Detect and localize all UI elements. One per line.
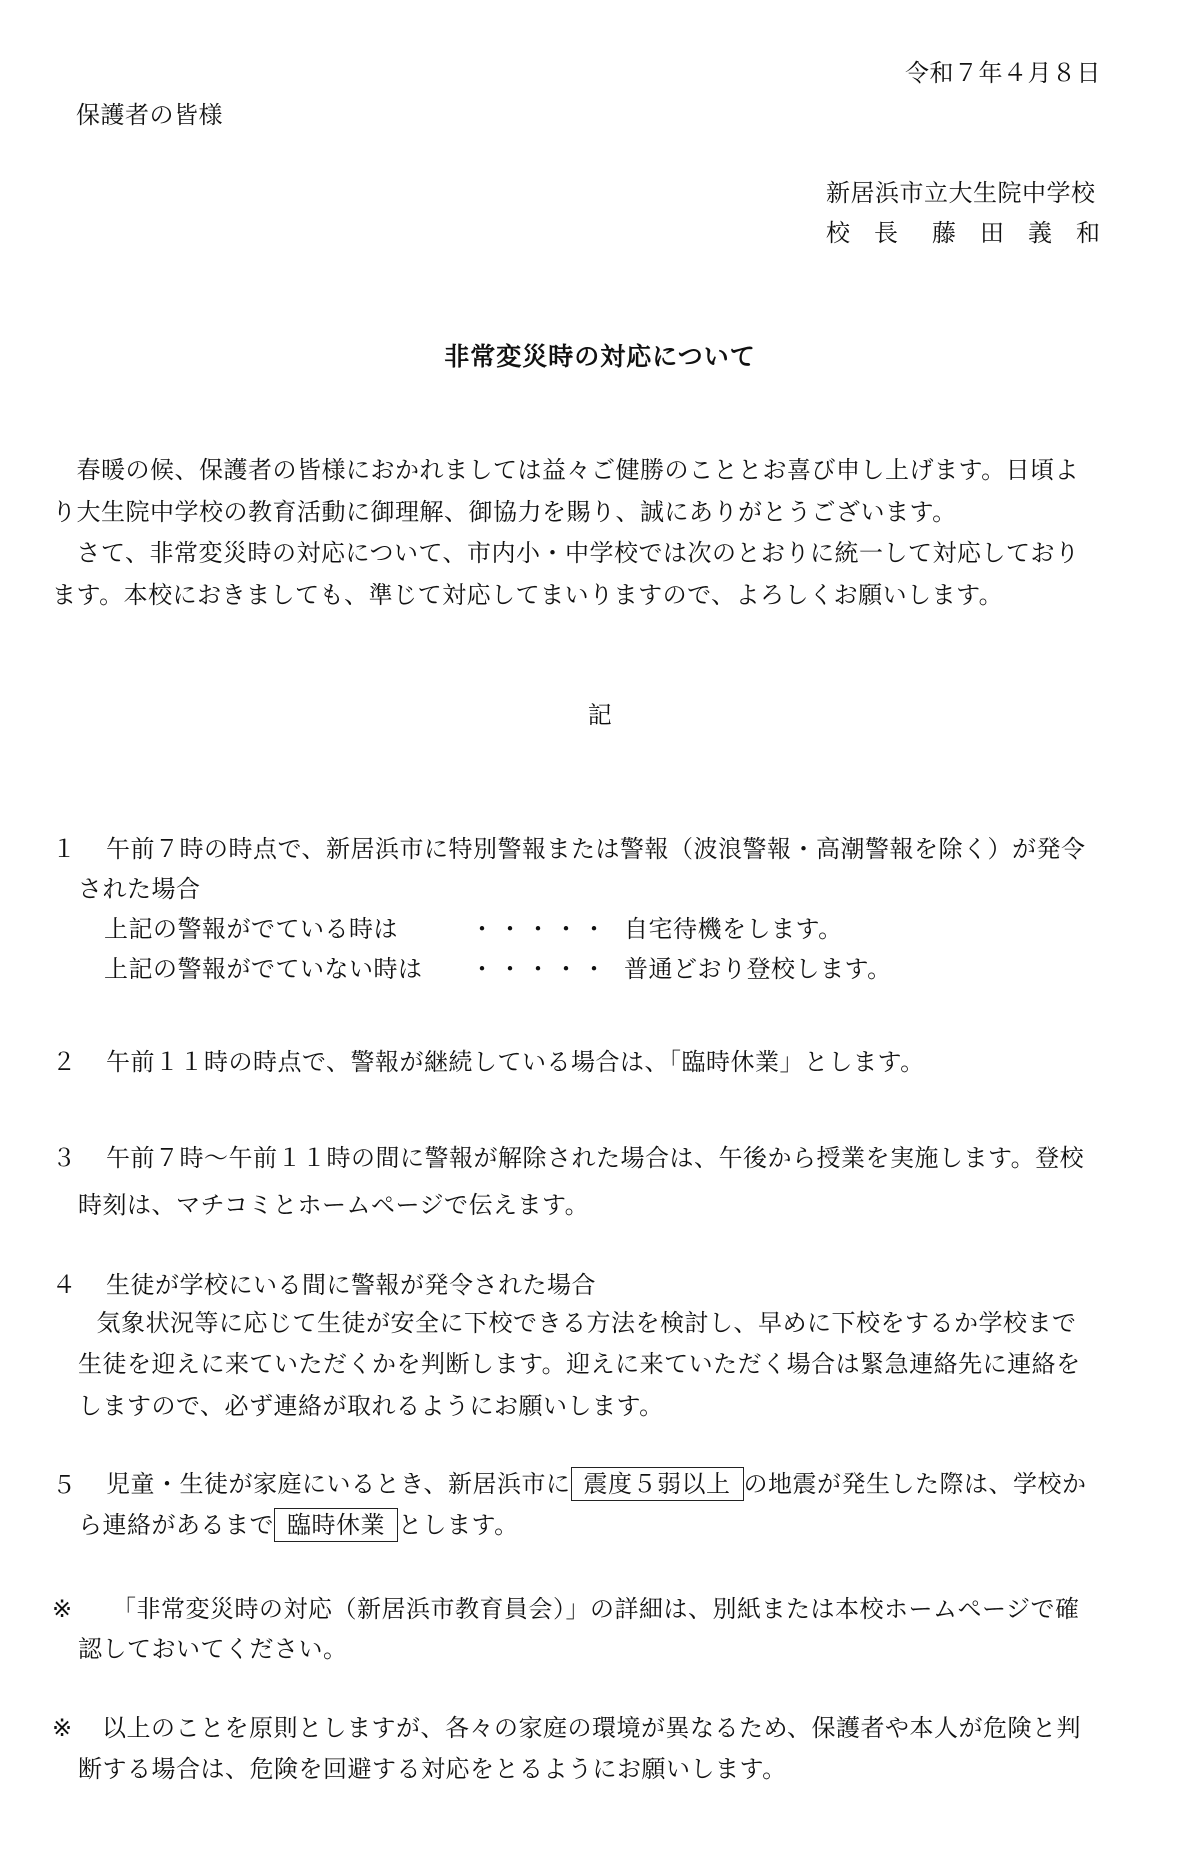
item-4-line-4: しますので、必ず連絡が取れるようにお願いします。 bbox=[78, 1392, 664, 1420]
ki-heading: 記 bbox=[587, 701, 613, 729]
school-name: 新居浜市立大生院中学校 bbox=[826, 179, 1096, 207]
addressee: 保護者の皆様 bbox=[76, 101, 223, 129]
item-1-row-1-action: 自宅待機をします。 bbox=[624, 915, 843, 943]
principal-name: 藤 田 義 和 bbox=[932, 219, 1100, 247]
item-1-row-1-condition: 上記の警報がでている時は bbox=[104, 915, 398, 943]
item-5-text-2: の地震が発生した際は、学校か bbox=[743, 1470, 1087, 1498]
item-1-number: １ bbox=[52, 835, 77, 863]
item-3-line-2: 時刻は、マチコミとホームページで伝えます。 bbox=[78, 1191, 590, 1219]
item-4-line-3: 生徒を迎えに来ていただくかを判断します。迎えに来ていただく場合は緊急連絡先に連絡を bbox=[78, 1350, 1081, 1378]
note-2-line-2: 断する場合は、危険を回避する対応をとるようにお願いします。 bbox=[78, 1755, 787, 1783]
item-2-line-1: 午前１１時の時点で、警報が継続している場合は、「臨時休業」とします。 bbox=[106, 1048, 925, 1076]
document-title: 非常変災時の対応について bbox=[444, 342, 756, 371]
intro-line-1: 春暖の候、保護者の皆様におかれましては益々ご健勝のこととお喜び申し上げます。日頃よ bbox=[52, 456, 1080, 484]
item-4-line-1: 生徒が学校にいる間に警報が発令された場合 bbox=[106, 1271, 596, 1299]
note-1-line-2: 認しておいてください。 bbox=[78, 1635, 348, 1663]
note-1-mark: ※ bbox=[52, 1595, 73, 1623]
intro-line-2: り大生院中学校の教育活動に御理解、御協力を賜り、誠にありがとうございます。 bbox=[52, 498, 957, 526]
item-1-row-2-action: 普通どおり登校します。 bbox=[624, 955, 892, 983]
item-5-line-2 bbox=[78, 1508, 519, 1542]
item-1-row-2-condition: 上記の警報がでていない時は bbox=[104, 955, 423, 983]
note-1-line-1: 「非常変災時の対応（新居浜市教育員会）」の詳細は、別紙または本校ホームページで確 bbox=[112, 1595, 1080, 1623]
intro-line-3: さて、非常変災時の対応について、市内小・中学校では次のとおりに統一して対応しており bbox=[52, 539, 1080, 567]
intro-line-4: ます。本校におきましても、準じて対応してまいりますので、よろしくお願いします。 bbox=[52, 581, 1004, 609]
item-5-line-1 bbox=[106, 1467, 1087, 1501]
document-date: 令和７年４月８日 bbox=[905, 59, 1101, 87]
note-2-line-1: 以上のことを原則としますが、各々の家庭の環境が異なるため、保護者や本人が危険と判 bbox=[102, 1714, 1082, 1742]
note-2-mark: ※ bbox=[52, 1714, 73, 1742]
item-5-box-temporary-closure: 臨時休業 bbox=[274, 1508, 398, 1542]
item-2-number: ２ bbox=[52, 1048, 77, 1076]
item-5-text-4: とします。 bbox=[398, 1511, 519, 1539]
item-1-row-2-dots: ・・・・・ bbox=[470, 955, 610, 983]
item-4-line-2: 気象状況等に応じて生徒が安全に下校できる方法を検討し、早めに下校をするか学校まで bbox=[72, 1309, 1077, 1337]
item-3-line-1: 午前７時～午前１１時の間に警報が解除された場合は、午後から授業を実施します。登校 bbox=[106, 1144, 1085, 1172]
item-3-number: ３ bbox=[52, 1144, 77, 1172]
item-1-line-2: された場合 bbox=[78, 875, 201, 903]
principal-title: 校 長 bbox=[826, 219, 898, 247]
item-5-number: ５ bbox=[52, 1471, 77, 1499]
item-5-box-seismic-intensity: 震度５弱以上 bbox=[571, 1467, 744, 1501]
item-5-text-3: ら連絡があるまで bbox=[78, 1511, 274, 1539]
item-4-number: ４ bbox=[52, 1271, 77, 1299]
item-1-row-1-dots: ・・・・・ bbox=[470, 915, 610, 943]
item-1-line-1: 午前７時の時点で、新居浜市に特別警報または警報（波浪警報・高潮警報を除く）が発令 bbox=[106, 835, 1086, 863]
item-5-text-1: 児童・生徒が家庭にいるとき、新居浜市に bbox=[106, 1470, 571, 1498]
principal-signature bbox=[826, 218, 1100, 248]
